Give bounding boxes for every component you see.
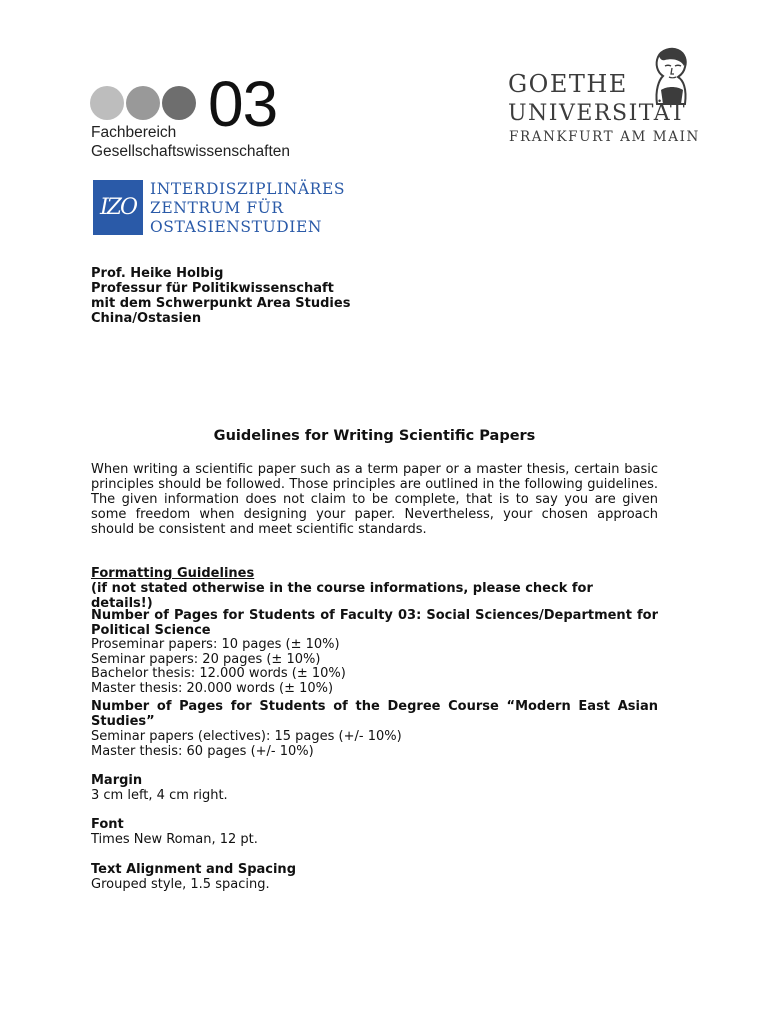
universitaet-wordmark: UNIVERSITÄT	[508, 101, 687, 126]
goethe-university-logo	[505, 46, 700, 151]
alignment-text: Grouped style, 1.5 spacing.	[91, 877, 270, 892]
pages-faculty-item: Seminar papers: 20 pages (± 10%)	[91, 651, 321, 667]
logo-dot-1	[90, 86, 124, 120]
fachbereich-subtitle: Gesellschaftswissenschaften	[91, 143, 291, 160]
document-title: Guidelines for Writing Scientific Papers	[213, 428, 536, 444]
izo-logo	[93, 180, 346, 238]
author-focus: mit dem Schwerpunkt Area Studies	[91, 296, 351, 311]
izo-line-2: ZENTRUM FÜR	[150, 199, 284, 217]
goethe-wordmark: GOETHE	[508, 70, 628, 98]
goethe-portrait-icon	[641, 46, 697, 106]
logo-dot-2	[126, 86, 160, 120]
font-text: Times New Roman, 12 pt.	[91, 832, 258, 847]
font-heading: Font	[91, 817, 124, 832]
margin-section	[91, 773, 658, 803]
author-position: Professur für Politikwissenschaft	[91, 281, 334, 296]
pages-faculty-section	[91, 608, 658, 696]
logo-dot-3	[162, 86, 196, 120]
izo-line-3: OSTASIENSTUDIEN	[150, 218, 323, 236]
formatting-heading: Formatting Guidelines	[91, 566, 255, 581]
alignment-heading: Text Alignment and Spacing	[91, 862, 296, 877]
formatting-section	[91, 566, 658, 611]
pages-faculty-item: Proseminar papers: 10 pages (± 10%)	[91, 637, 340, 652]
font-section	[91, 817, 658, 847]
pages-faculty-item: Bachelor thesis: 12.000 words (± 10%)	[91, 666, 346, 681]
fachbereich-logo	[90, 68, 325, 162]
margin-text: 3 cm left, 4 cm right.	[91, 788, 228, 803]
alignment-section	[91, 862, 658, 892]
pages-course-item: Seminar papers (electives): 15 pages (+/- 10%)	[91, 729, 402, 744]
fachbereich-number: 03	[208, 68, 278, 140]
formatting-note: (if not stated otherwise in the course informations, please check for details!)	[91, 581, 593, 611]
frankfurt-wordmark: FRANKFURT AM MAIN	[509, 129, 700, 145]
margin-heading: Margin	[91, 773, 143, 788]
author-block	[91, 266, 350, 326]
pages-course-item: Master thesis: 60 pages (+/- 10%)	[91, 744, 314, 759]
izo-monogram: IZO	[99, 195, 136, 220]
author-name: Prof. Heike Holbig	[91, 266, 224, 281]
pages-course-heading: Number of Pages for Students of the Degree Course “Modern East Asian Studies”	[91, 699, 658, 729]
pages-faculty-heading: Number of Pages for Students of Faculty 03: Social Sciences/Department for Political Science	[91, 608, 658, 638]
fachbereich-label: Fachbereich	[91, 124, 177, 141]
pages-faculty-item: Master thesis: 20.000 words (± 10%)	[91, 680, 334, 696]
izo-line-1: INTERDISZIPLINÄRES	[150, 180, 346, 198]
izo-name	[150, 180, 345, 237]
author-region: China/Ostasien	[91, 311, 202, 326]
intro-paragraph: When writing a scientific paper such as a term paper or a master thesis, certain basic principles should be followed. Those principles are outlined in the following guidelines. The given information does not claim to be complete, that is to say you are given some freedom when designing your paper. Nevertheless, your chosen approach should be consistent and meet scientific standards.	[91, 462, 658, 537]
pages-course-section	[91, 699, 658, 759]
